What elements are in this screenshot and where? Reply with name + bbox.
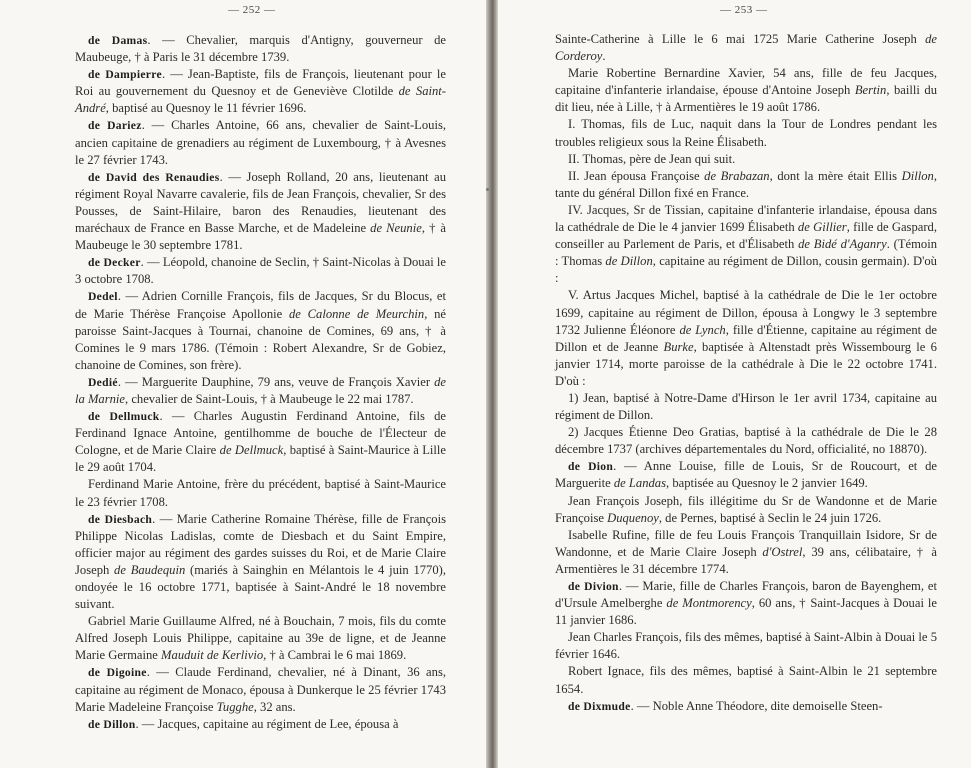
entry: de Dampierre. — Jean-Baptiste, fils de François, lieutenant pour le Roi au gouvernement du Quesnoy et de Geneviève Clotilde de Saint-André, baptisé au Quesnoy le 11 février 1696. xyxy=(75,67,446,116)
entry: II. Jean épousa Françoise de Brabazan, dont la mère était Ellis Dillon, tante du général Dillon fixé en France. xyxy=(555,168,937,200)
entry: Jean François Joseph, fils illégitime du Sr de Wandonne et de Marie Françoise Duquenoy, de Pernes, baptisé à Seclin le 24 juin 1726. xyxy=(555,493,937,525)
entry-name: de David des Renaudies xyxy=(88,170,220,184)
entry: Marie Robertine Bernardine Xavier, 54 ans, fille de feu Jacques, capitaine d'infanterie irlandaise, épouse d'Antoine Joseph Bertin, bailli du dit lieu, née à Lille, † à Armentières le 19 août 1786. xyxy=(555,66,937,115)
entry-name: de Damas xyxy=(88,34,148,47)
entry: de Dion. — Anne Louise, fille de Louis, Sr de Roucourt, et de Marguerite de Landas, baptisée au Quesnoy le 2 janvier 1649. xyxy=(555,459,937,491)
entry: de Dillon. — Jacques, capitaine au régiment de Lee, épousa à xyxy=(88,716,399,731)
entry-name: de Dellmuck xyxy=(88,410,160,424)
entry-name: de Dixmude xyxy=(568,699,631,713)
entry: Isabelle Rufine, fille de feu Louis François Tranquillain Isidore, Sr de Wandonne, et de Marie Claire Joseph d'Ostrel, 39 ans, célibataire, † à Armentières le 31 décembre 1774. xyxy=(555,527,937,576)
entry: de Diesbach. — Marie Catherine Romaine Thérèse, fille de François Philippe Nicolas Ladislas, comte de Diesbach et du Saint Empire, officier major au régiment des gardes suisses du Roi, et de Marie Claire Joseph de Baudequin (mariés à Sainghin en Mélantois le 4 juin 1770), ondoyée le 16 octobre 1771, baptisée à Saint-André le 18 novembre suivant. xyxy=(75,511,447,612)
entries-text xyxy=(75,32,446,733)
entry-name: de Diesbach xyxy=(88,512,153,526)
entry-name: de Divion xyxy=(568,580,619,593)
entry-name: de Digoine xyxy=(88,666,147,680)
page-number: — 252 — xyxy=(228,4,276,16)
page-number: — 253 — xyxy=(720,4,768,16)
entry: Dedié. — Marguerite Dauphine, 79 ans, veuve de François Xavier de la Marnie, chevalier de Saint-Louis, † à Maubeuge le 22 mai 1787. xyxy=(75,374,446,406)
entry-name: de Dampierre xyxy=(88,68,162,82)
entry: de Divion. — Marie, fille de Charles François, baron de Bayenghem, et d'Ursule Amelberghe de Montmorency, 60 ans, † Saint-Jacques à Douai le 11 janvier 1686. xyxy=(555,579,937,628)
entry-name: de Dion xyxy=(568,460,614,474)
entry: de Digoine. — Claude Ferdinand, chevalier, né à Dinant, 36 ans, capitaine au régiment de Monaco, épousa à Dunkerque le 25 février 1743 Marie Madeleine Françoise Tugghe, 32 ans. xyxy=(75,665,446,714)
entry: V. Artus Jacques Michel, baptisé à la cathédrale de Die le 1er octobre 1699, capitaine au régiment de Dillon, épousa à Longwy le 3 septembre 1732 Julienne Éléonore de Lynch, fille d'Étienne, capitaine au régiment de Dillon et de Jeanne Burke, baptisée à Altenstadt près Wissembourg le 6 janvier 1714, morte paroisse de la cathédrale à Die le 22 octobre 1741. D'où : xyxy=(555,288,938,388)
entry: Dedel. — Adrien Cornille François, fils de Jacques, Sr du Blocus, et de Marie Thérèse Françoise Apollonie de Calonne de Meurchin, né paroisse Saint-Jacques à Tournai, chanoine de Comines, 69 ans, † à Comines le 9 mars 1786. (Témoin : Robert Alexandre, Sr de Gobiez, chanoine de Comines, son frère). xyxy=(75,289,447,372)
entry-name: de Dillon xyxy=(88,717,136,731)
entry: de Decker. — Léopold, chanoine de Seclin, † Saint-Nicolas à Douai le 3 octobre 1708. xyxy=(75,255,446,287)
entry: 1) Jean, baptisé à Notre-Dame d'Hirson le 1er avril 1734, capitaine au régiment de Dillon. xyxy=(555,390,937,423)
entry: Ferdinand Marie Antoine, frère du précédent, baptisé à Saint-Maurice le 23 février 1708. xyxy=(75,477,446,509)
entry: II. Thomas, père de Jean qui suit. xyxy=(568,151,736,166)
entry: de Dixmude. — Noble Anne Théodore, dite demoiselle Steen- xyxy=(568,698,883,713)
entry: Sainte-Catherine à Lille le 6 mai 1725 Marie Catherine Joseph de Corderoy. xyxy=(555,32,937,64)
entry: Robert Ignace, fils des mêmes, baptisé à Saint-Albin le 21 septembre 1654. xyxy=(555,664,937,696)
entry: Gabriel Marie Guillaume Alfred, né à Bouchain, 7 mois, fils du comte Alfred Joseph Louis Philippe, capitaine au 39e de ligne, et de Jeanne Marie Germaine Mauduit de Kerlivio, † à Cambrai le 6 mai 1869. xyxy=(75,614,446,663)
entry: de Dariez. — Charles Antoine, 66 ans, chevalier de Saint-Louis, ancien capitaine de grenadiers au régiment de Luxembourg, † à Avesnes le 27 février 1743. xyxy=(75,118,446,167)
entry: de Dellmuck. — Charles Augustin Ferdinand Antoine, fils de Ferdinand Ignace Antoine, gentilhomme de bouche de l'Électeur de Cologne, et de Marie Claire de Dellmuck, baptisé à Saint-Maurice à Lille le 29 août 1704. xyxy=(75,409,446,475)
entry: de David des Renaudies. — Joseph Rolland, 20 ans, lieutenant au régiment Royal Navarre cavalerie, fils de Jean François, chevalier, Sr des Pousses, de Saint-Hilaire, baron des Renaudies, lieutenant des maréchaux de France en Basse Marche, et de Madeleine de Neunie, † à Maubeuge le 30 septembre 1781. xyxy=(75,169,446,253)
book-gutter xyxy=(486,0,498,768)
entry: Jean Charles François, fils des mêmes, baptisé à Saint-Albin à Douai le 5 février 1646. xyxy=(555,630,937,662)
entry: 2) Jacques Étienne Deo Gratias, baptisé à la cathédrale de Die le 28 décembre 1737 (archives départementales du Nord, officialité, no 18870). xyxy=(555,425,937,457)
speck-mark xyxy=(486,188,489,191)
entries-text xyxy=(555,31,937,715)
right-page xyxy=(498,0,971,768)
entry: IV. Jacques, Sr de Tissian, capitaine d'infanterie irlandaise, épousa dans la cathédrale de Die le 4 janvier 1699 Élisabeth de Gillier, fille de Gaspard, conseiller au Parlement de Paris, et d'Élisabeth de Bidé d'Aganry. (Témoin : Thomas de Dillon, capitaine au régiment de Dillon, cousin germain). D'où : xyxy=(555,202,937,286)
entry: I. Thomas, fils de Luc, naquit dans la Tour de Londres pendant les troubles religieux sous la Reine Élisabeth. xyxy=(555,117,937,149)
entry-name: de Decker xyxy=(88,256,141,270)
entry: de Damas. — Chevalier, marquis d'Antigny, gouverneur de Maubeuge, † à Paris le 31 décembre 1739. xyxy=(75,33,446,65)
entry-name: de Dariez xyxy=(88,119,142,133)
entry-name: Dedié xyxy=(88,375,118,389)
entry-name: Dedel xyxy=(88,290,118,304)
